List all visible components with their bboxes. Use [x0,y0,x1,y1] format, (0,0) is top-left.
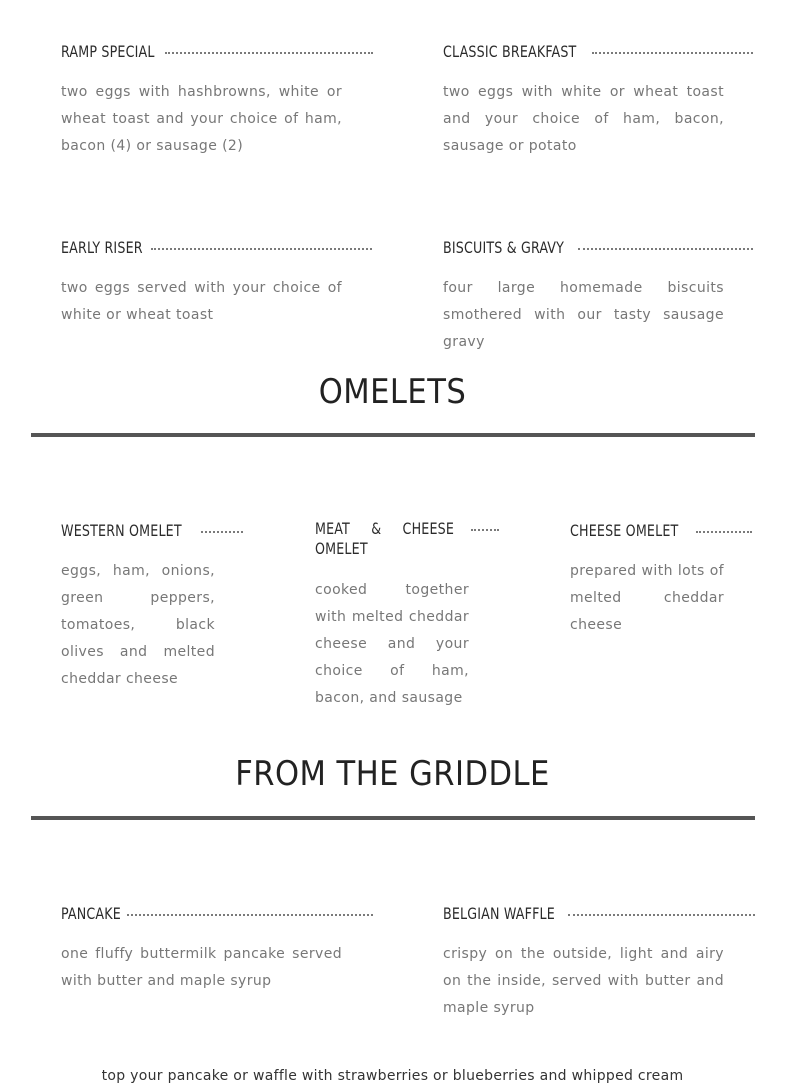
menu-item-name: WESTERN OMELET [61,521,182,540]
menu-item-header [61,238,372,257]
menu-item-description: four large homemade biscuits smothered with our tasty sausage gravy [443,280,724,350]
griddle-topping-note: top your pancake or waffle with strawberries or blueberries and whipped cream [101,1068,684,1084]
section-title-omelets: OMELETS [318,372,467,412]
menu-item-description: cooked together with melted cheddar cheese and your choice of ham, bacon, and sausage [315,582,469,706]
menu-item-header [315,519,499,559]
menu-item-name: CHEESE OMELET [570,521,679,540]
dotted-leader [696,531,752,533]
menu-item-description: two eggs served with your choice of white or wheat toast [61,280,342,323]
dotted-leader [592,52,753,54]
menu-item-header [61,904,373,923]
dotted-leader [151,248,372,250]
menu-item-meat-cheese-omelet [315,519,499,712]
menu-item-description: two eggs with hashbrowns, white or wheat toast and your choice of ham, bacon (4) or sausage (2) [61,84,342,154]
menu-item-name: RAMP SPECIAL [61,42,155,61]
menu-item-header [443,42,753,61]
menu-item-cheese-omelet [570,521,752,639]
menu-item-description: eggs, ham, onions, green peppers, tomatoes, black olives and melted cheddar cheese [61,563,215,687]
dotted-leader [201,531,243,533]
menu-item-description: two eggs with white or wheat toast and your choice of ham, bacon, sausage or potato [443,84,724,154]
dotted-leader [127,914,373,916]
menu-item-ramp-special [61,42,373,160]
menu-item-name: EARLY RISER [61,238,143,257]
menu-item-name: CLASSIC BREAKFAST [443,42,577,61]
menu-item-name: PANCAKE [61,904,121,923]
dotted-leader [568,914,755,916]
section-title-griddle: FROM THE GRIDDLE [235,754,550,794]
menu-item-belgian-waffle [443,904,755,1022]
menu-item-western-omelet [61,521,243,693]
dotted-leader [471,529,499,531]
menu-item-biscuits-gravy [443,238,753,356]
dotted-leader [578,248,753,250]
menu-item-name: BISCUITS & GRAVY [443,238,565,257]
menu-item-header [61,521,243,540]
section-divider [31,433,755,437]
menu-item-description: prepared with lots of melted cheddar cheese [570,563,724,633]
menu-item-name: BELGIAN WAFFLE [443,904,555,923]
menu-item-header [61,42,373,61]
menu-item-header [443,904,755,923]
dotted-leader [165,52,373,54]
menu-item-pancake [61,904,373,995]
menu-item-name: MEAT & CHEESE OMELET [315,519,455,558]
menu-item-early-riser [61,238,372,329]
menu-item-description: one fluffy buttermilk pancake served with butter and maple syrup [61,946,342,989]
menu-item-header [570,521,752,540]
section-divider [31,816,755,820]
menu-item-classic-breakfast [443,42,753,160]
menu-item-header [443,238,753,257]
menu-item-description: crispy on the outside, light and airy on the inside, served with butter and maple syrup [443,946,724,1016]
